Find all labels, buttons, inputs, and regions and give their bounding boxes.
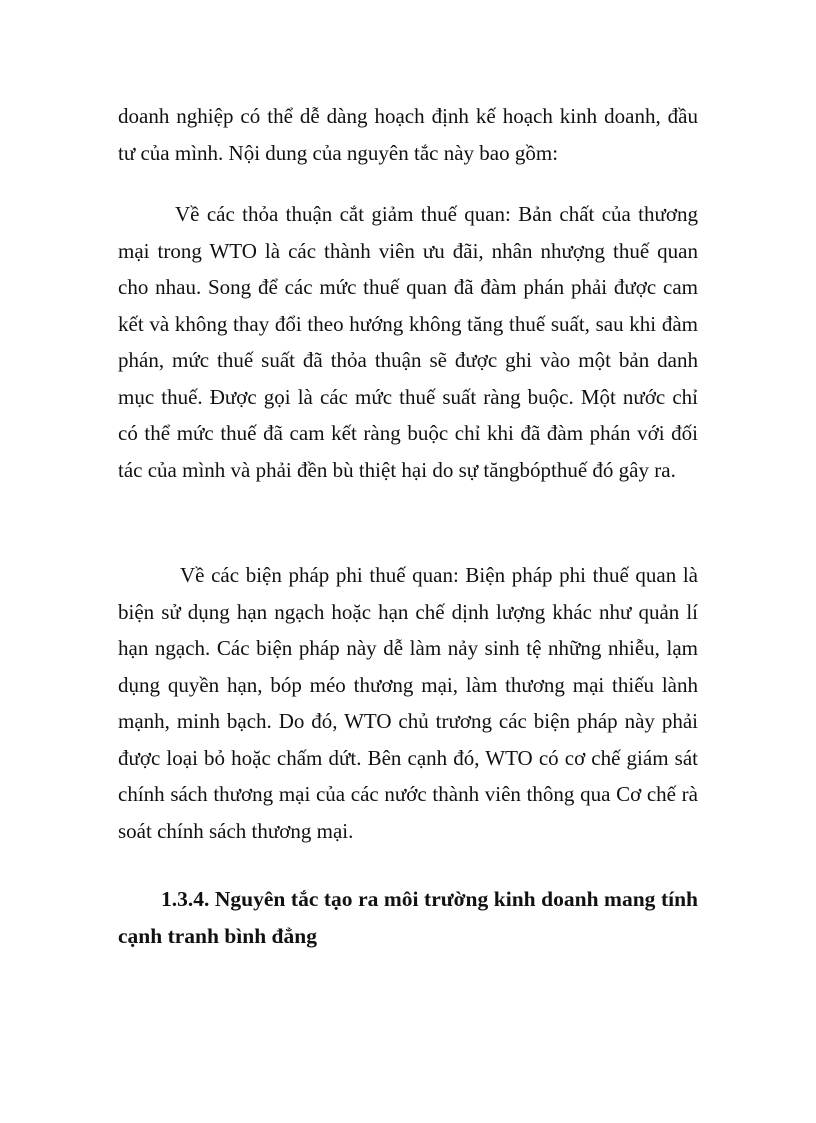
paragraph-intro-continuation: doanh nghiệp có thể dễ dàng hoạch định kế hoạch kinh doanh, đầu tư của mình. Nội dung của nguyên tắc này bao gồm: — [118, 104, 698, 165]
section-heading: 1.3.4. Nguyên tắc tạo ra môi trường kinh doanh mang tính cạnh tranh bình đẳng — [118, 887, 698, 948]
paragraph-non-tariff-measures: Về các biện pháp phi thuế quan: Biện pháp phi thuế quan là biện sử dụng hạn ngạch hoặc hạn chế dịnh lượng khác như quản lí hạn ngạch. Các biện pháp này dễ làm nảy sinh tệ những nhiễu, lạm dụng quyền hạn, bóp méo thương mại, làm thương mại thiếu lành mạnh, minh bạch. Do đó, WTO chủ trương các biện pháp này phải được loại bỏ hoặc chấm dứt. Bên cạnh đó, WTO có cơ chế giám sát chính sách thương mại của các nước thành viên thông qua Cơ chế rà soát chính sách thương mại. — [118, 563, 698, 843]
paragraph-tariff-agreements: Về các thỏa thuận cắt giảm thuế quan: Bản chất của thương mại trong WTO là các thành viên ưu đãi, nhân nhượng thuế quan cho nhau. Song để các mức thuế quan đã đàm phán phải được cam kết và không thay đổi theo hướng không tăng thuế suất, sau khi đàm phán, mức thuế suất đã thỏa thuận sẽ được ghi vào một bản danh mục thuế. Được gọi là các mức thuế suất ràng buộc. Một nước chỉ có thể mức thuế đã cam kết ràng buộc chỉ khi đã đàm phán với đối tác của mình và phải đền bù thiệt hại do sự tăngbópthuế đó gây ra. — [118, 202, 698, 482]
